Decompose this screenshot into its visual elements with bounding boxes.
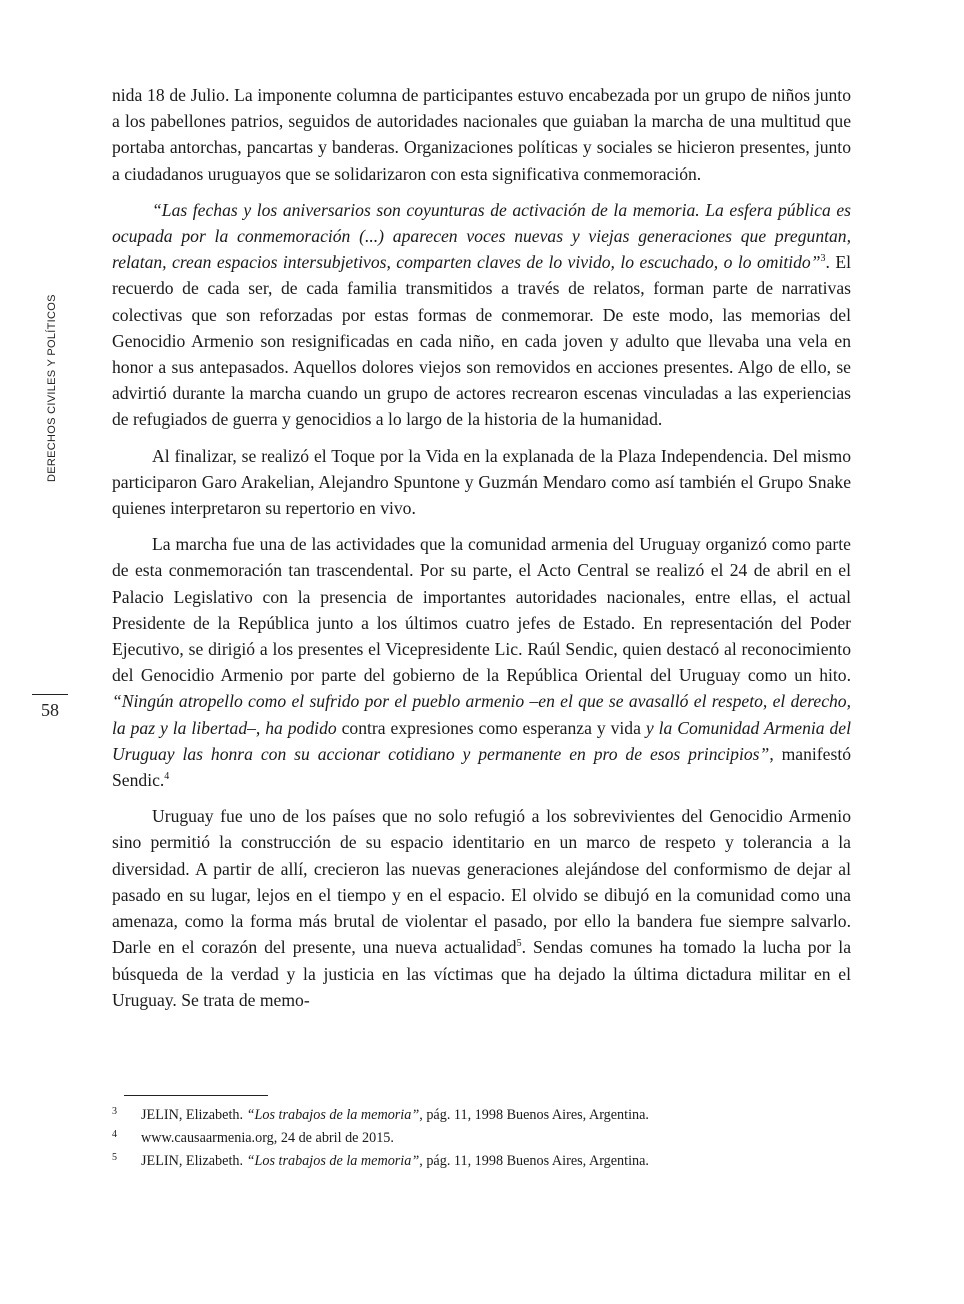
footnote-text (141, 1150, 851, 1173)
paragraph-2 (112, 197, 851, 433)
text-run: JELIN, Elizabeth. (141, 1107, 247, 1123)
text-run: . El recuerdo de cada ser, de cada familia transmitidos a través de relatos, forman parte de narrativas colectivas que son reforzadas por estas formas de conmemorar. De este modo, las memorias del Genocidio Armenio son resignificadas en cada niño, en cada joven y adulto que llevaba una vela en honor a sus antepasados. Aquellos dolores viejos son removidos en acciones presentes. Algo de ello, se advirtió durante la marcha cuando un grupo de actores recrearon escenas vinculadas a las experiencias de refugiados de guerra y genocidios a lo largo de la historia de la humanidad. (112, 252, 851, 430)
footnote-3 (112, 1104, 851, 1127)
italic-text-run: “Las fechas y los aniversarios son coyunturas de activación de la memoria. La esfera pública es ocupada por la conmemoración (...) aparecen voces nuevas y viejas generaciones que preguntan, relatan, crean espacios intersubjetivos, comparten claves de lo vivido, lo escuchado, o lo omitido” (112, 199, 851, 273)
footnote-ref: 5 (516, 938, 522, 950)
italic-text-run: “Los trabajos de la memoria” (246, 1152, 420, 1169)
paragraph-5 (112, 803, 851, 1013)
footnote-4 (112, 1127, 851, 1150)
text-run: La marcha fue una de las actividades que la comunidad armenia del Uruguay organizó como parte de esta conmemoración tan trascendental. Por su parte, el Acto Central se realizó el 24 de abril en el Palacio Legislativo con la presencia de importantes autoridades nacionales, entre ellas, el actual Presidente de la República junto a los últimos cuatro jefes de Estado. En representación del Poder Ejecutivo, se dirigió a los presentes el Vicepresidente Lic. Raúl Sendic, quien destacó al reconocimiento del Genocidio Armenio por parte del gobierno de la República Oriental del Uruguay como un hito. (112, 534, 851, 686)
section-side-label: DERECHOS CIVILES Y POLÍTICOS (46, 294, 58, 482)
footnote-ref: 3 (820, 253, 826, 265)
italic-text-run: y la Comunidad Armenia del Uruguay las honra con su accionar cotidiano y permanente en pro de esos principios” (112, 717, 851, 764)
footnote-5 (112, 1150, 851, 1173)
page-number-rule (32, 694, 68, 695)
footnote-number: 3 (112, 1106, 117, 1117)
italic-text-run: “Los trabajos de la memoria” (246, 1107, 420, 1123)
text-run: Uruguay fue uno de los países que no solo refugió a los sobrevivientes del Genocidio Armenio sino permitió la construcción de su espacio identitario en un marco de respeto y tolerancia a la diversidad. A partir de allí, crecieron las nuevas generaciones alejándose del conformismo de dejar al pasado en su lugar, lejos en el tiempo y en el espacio. El olvido se dibujó en la comunidad como una amenaza, como la forma más brutal de violentar el pasado, por ello la bandera fue siempre salvarlo. Darle en el corazón del presente, una nueva actualidad (112, 806, 851, 958)
footnote-rule (124, 1095, 268, 1096)
body-text (112, 82, 851, 1023)
text-run: contra expresiones como esperanza y vida (336, 717, 646, 738)
footnote-number: 5 (112, 1151, 117, 1163)
text-run: JELIN, Elizabeth. (141, 1152, 247, 1169)
footnote-ref: 4 (164, 771, 170, 783)
paragraph-4 (112, 531, 851, 793)
footnote-text (141, 1127, 851, 1150)
text-run: , pág. 11, 1998 Buenos Aires, Argentina. (419, 1152, 649, 1169)
text-run: , manifestó Sendic. (112, 743, 852, 791)
footnotes (112, 1104, 851, 1172)
footnote-number: 4 (112, 1128, 117, 1140)
text-run: www.causaarmenia.org, 24 de abril de 2015. (141, 1129, 394, 1146)
footnote-text (141, 1104, 851, 1127)
paragraph-1 (112, 82, 851, 187)
page-number: 58 (41, 700, 59, 720)
italic-text-run: “Ningún atropello como el sufrido por el pueblo armenio –en el que se avasalló el respeto, el derecho, la paz y la libertad–, ha podido (112, 691, 851, 738)
text-run: nida 18 de Julio. La imponente columna de participantes estuvo encabezada por un grupo de niños junto a los pabellones patrios, seguidos de autoridades nacionales que guiaban la marcha de una multitud que portaba antorchas, pancartas y banderas. Organizaciones políticas y sociales se hicieron presentes, junto a ciudadanos uruguayos que se solidarizaron con esta significativa conmemoración. (112, 85, 851, 184)
text-run: . Sendas comunes ha tomado la lucha por la búsqueda de la verdad y la justicia en las víctimas que ha dejado la última dictadura militar en el Uruguay. Se trata de memo- (112, 937, 851, 1010)
text-run: Al finalizar, se realizó el Toque por la Vida en la explanada de la Plaza Independencia. Del mismo participaron Garo Arakelian, Alejandro Spuntone y Guzmán Mendaro como así también el Grupo Snake quienes interpretaron su repertorio en vivo. (112, 445, 851, 519)
text-run: , pág. 11, 1998 Buenos Aires, Argentina. (419, 1107, 649, 1123)
paragraph-3 (112, 443, 851, 522)
